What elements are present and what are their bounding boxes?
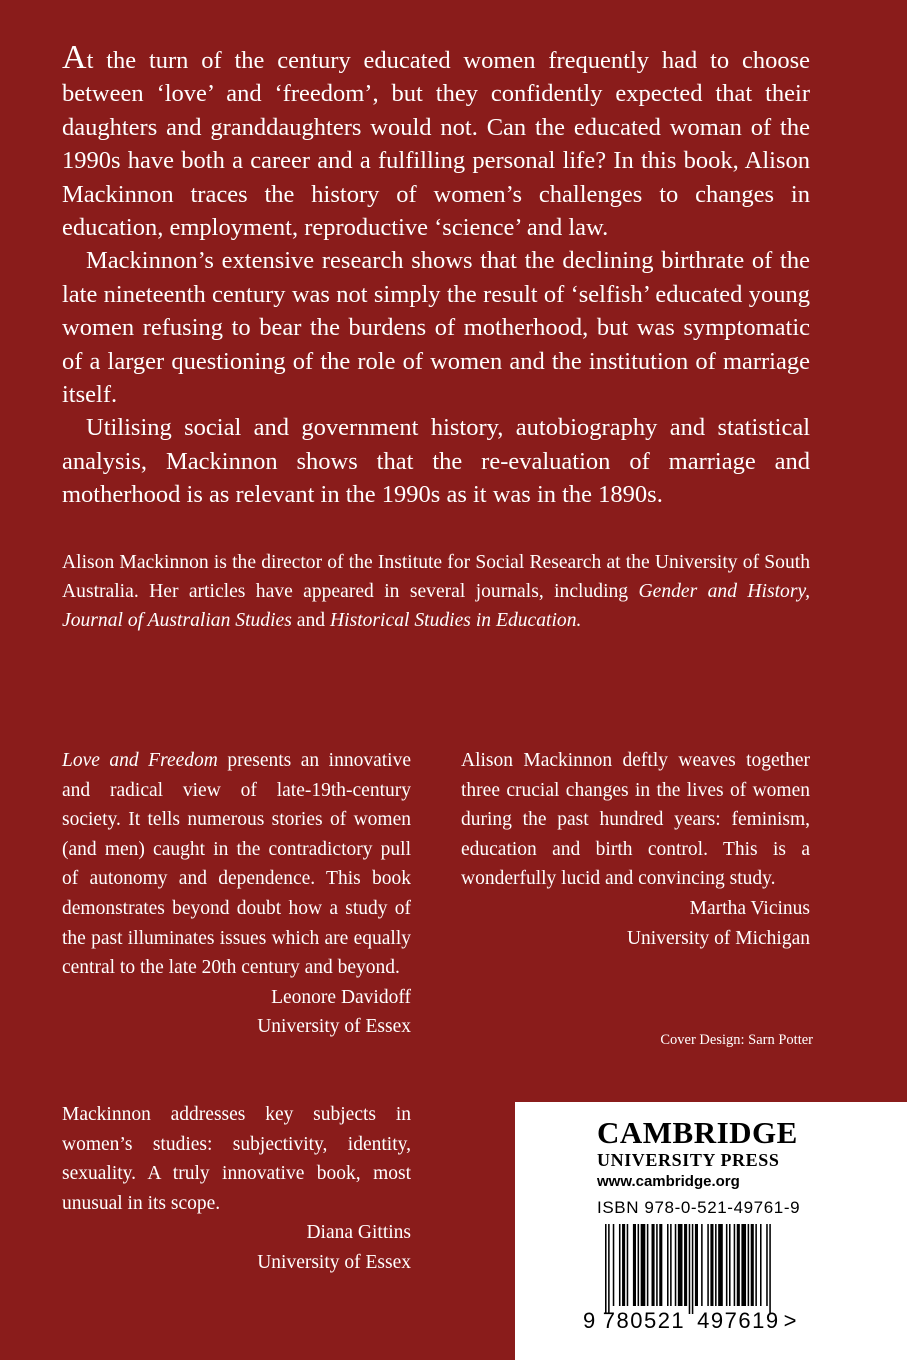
endorsement-author: Diana Gittins	[306, 1222, 411, 1244]
endorsement-text: Mackinnon addresses key subjects in women’s studies: subjectivity, identity, sexuality. A truly innovative book, most unusual in its scope.	[62, 1104, 411, 1214]
isbn-label: ISBN 978-0-521-49761-9	[597, 1198, 801, 1217]
bio-joiner: and	[291, 610, 330, 631]
endorsement-affiliation: University of Michigan	[626, 927, 810, 949]
bio-text: Alison Mackinnon is the director of the Institute for Social Research at the University of South Australia. Her articles have appeared in several journals, including	[62, 552, 810, 602]
back-cover-blurb	[62, 39, 810, 512]
blurb-paragraph: Utilising social and government history, autobiography and statistical analysis, Mackinnon shows that the re-evaluation of marriage and motherhood is as relevant in the 1990s as it was in the 1890s.	[62, 414, 810, 509]
endorsement-davidoff	[62, 746, 411, 1042]
barcode-icon	[605, 1224, 831, 1314]
blurb-text: t the turn of the century educated women frequently had to choose between ‘love’ and ‘freedom’, but they confidently expected that their daughters and granddaughters would not. Can the educated woman of the 1990s have both a career and a fulfilling personal life? In this book, Alison Mackinnon traces the history of women’s challenges to changes in education, employment, reproductive ‘science’ and law.	[62, 47, 810, 242]
quote-body: presents an innovative and radical view of late-19th-century society. It tells numerous stories of women (and men) caught in the contradictory pull of autonomy and dependence. This book demonstrates beyond doubt how a study of the past illuminates issues which are equally central to the late 20th century and beyond.	[62, 750, 411, 979]
journal-title: Historical Studies in Education.	[329, 610, 582, 631]
blurb-paragraph	[62, 39, 810, 244]
journal-title: Gender and History,	[638, 581, 810, 602]
drop-cap: A	[62, 39, 87, 76]
endorsement-text	[62, 746, 411, 983]
barcode-digit-group: 780521	[602, 1308, 686, 1333]
endorsement-author: Leonore Davidoff	[271, 986, 411, 1008]
publisher-name: CAMBRIDGE	[597, 1115, 798, 1150]
publisher-imprint-panel	[515, 1102, 907, 1360]
barcode-digit-lead: 9	[583, 1308, 597, 1333]
publisher-website: www.cambridge.org	[597, 1173, 740, 1190]
endorsement-gittins	[62, 1100, 411, 1278]
endorsement-text: Alison Mackinnon deftly weaves together three crucial changes in the lives of women during the past hundred years: feminism, education and birth control. This is a wonderfully lucid and convincing study.	[461, 750, 810, 890]
cover-design-credit: Cover Design: Sarn Potter	[660, 1032, 813, 1048]
publisher-press: UNIVERSITY PRESS	[597, 1150, 780, 1170]
book-title: Love and Freedom	[62, 750, 218, 771]
barcode-digit-group: 497619	[697, 1308, 780, 1333]
blurb-paragraph: Mackinnon’s extensive research shows that the declining birthrate of the late nineteenth century was not simply the result of ‘selfish’ educated young women refusing to bear the burdens of motherhood, but was symptomatic of a larger questioning of the role of women and the institution of marriage itself.	[62, 247, 810, 409]
barcode-arrow: >	[783, 1308, 798, 1333]
endorsement-author: Martha Vicinus	[689, 897, 810, 919]
endorsement-vicinus	[461, 746, 810, 953]
endorsement-affiliation: University of Essex	[257, 1251, 411, 1273]
author-bio	[62, 548, 810, 635]
journal-title: Journal of Australian Studies	[62, 610, 292, 631]
endorsement-affiliation: University of Essex	[257, 1016, 411, 1038]
barcode-digits	[583, 1308, 798, 1334]
